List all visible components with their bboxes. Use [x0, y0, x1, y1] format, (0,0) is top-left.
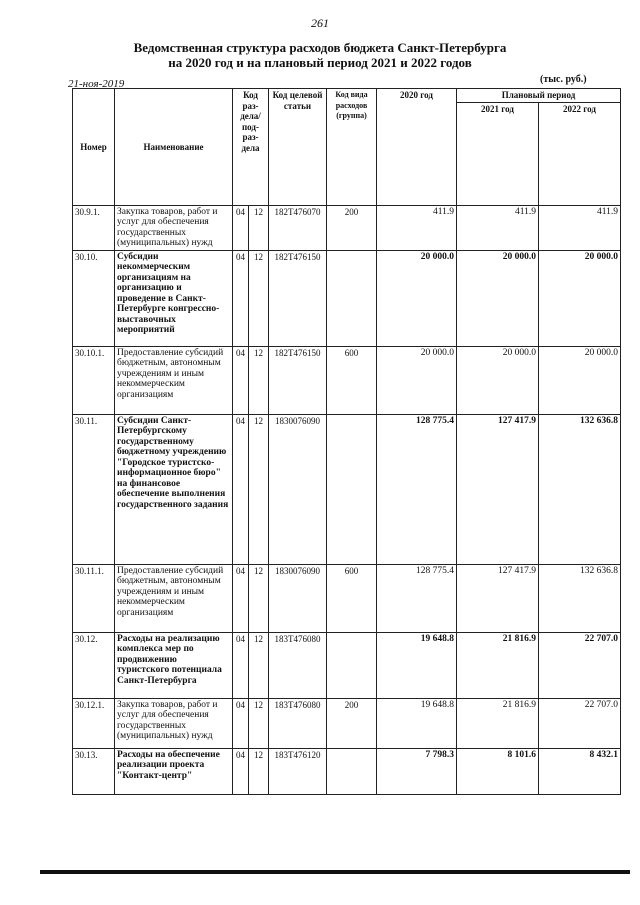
row-target-code: 183Т476080	[269, 632, 327, 698]
row-number: 30.12.1.	[73, 698, 115, 748]
row-section: 04	[233, 205, 249, 250]
row-value-2020: 20 000.0	[377, 346, 457, 414]
row-name: Предоставление субсидий бюджетным, автономным учреждениям и иным некоммерческим организациям	[115, 346, 233, 414]
row-target-code: 182Т476150	[269, 250, 327, 346]
row-section: 04	[233, 250, 249, 346]
row-type-code	[327, 632, 377, 698]
row-section: 04	[233, 346, 249, 414]
page-number: 261	[311, 16, 329, 30]
row-name: Расходы на реализацию комплекса мер по продвижению туристского потенциала Санкт-Петербурга	[115, 632, 233, 698]
document-title	[60, 40, 580, 70]
row-number: 30.11.1.	[73, 564, 115, 632]
row-value-2020: 19 648.8	[377, 698, 457, 748]
row-value-2022: 8 432.1	[539, 748, 621, 794]
row-section: 04	[233, 414, 249, 564]
row-type-code	[327, 414, 377, 564]
row-target-code: 183Т476120	[269, 748, 327, 794]
row-name: Закупка товаров, работ и услуг для обеспечения государственных (муниципальных) нужд	[115, 205, 233, 250]
row-value-2022: 22 707.0	[539, 698, 621, 748]
header-type: Код вида расходов (группа)	[327, 89, 377, 206]
row-name: Закупка товаров, работ и услуг для обеспечения государственных (муниципальных) нужд	[115, 698, 233, 748]
row-section: 04	[233, 632, 249, 698]
row-subsection: 12	[249, 250, 269, 346]
row-number: 30.10.1.	[73, 346, 115, 414]
row-number: 30.9.1.	[73, 205, 115, 250]
row-target-code: 182Т476150	[269, 346, 327, 414]
title-line-1: Ведомственная структура расходов бюджета Санкт-Петербурга	[133, 40, 507, 55]
row-value-2021: 8 101.6	[457, 748, 539, 794]
header-planned: Плановый период	[457, 89, 621, 103]
title-line-2: на 2020 год и на плановый период 2021 и 2022 годов	[168, 55, 472, 70]
table-row	[73, 414, 621, 564]
row-name: Субсидии Санкт-Петербургскому государственному бюджетному учреждению "Городское туристско-информационное бюро" на финансовое обеспечение выполнения государственного задания	[115, 414, 233, 564]
header-target: Код целевой статьи	[269, 89, 327, 206]
row-subsection: 12	[249, 632, 269, 698]
table-row	[73, 205, 621, 250]
row-type-code: 600	[327, 346, 377, 414]
row-type-code	[327, 748, 377, 794]
row-name: Предоставление субсидий бюджетным, автономным учреждениям и иным некоммерческим организациям	[115, 564, 233, 632]
row-value-2021: 21 816.9	[457, 698, 539, 748]
row-subsection: 12	[249, 698, 269, 748]
row-value-2020: 7 798.3	[377, 748, 457, 794]
header-2020: 2020 год	[377, 89, 457, 206]
row-value-2020: 411.9	[377, 205, 457, 250]
header-2021: 2021 год	[457, 102, 539, 205]
budget-table	[72, 88, 621, 795]
row-target-code: 182Т476070	[269, 205, 327, 250]
row-subsection: 12	[249, 748, 269, 794]
row-value-2021: 127 417.9	[457, 564, 539, 632]
row-number: 30.11.	[73, 414, 115, 564]
row-value-2020: 19 648.8	[377, 632, 457, 698]
table-row	[73, 250, 621, 346]
header-number: Номер	[73, 89, 115, 206]
row-value-2022: 132 636.8	[539, 564, 621, 632]
row-type-code: 600	[327, 564, 377, 632]
row-value-2022: 132 636.8	[539, 414, 621, 564]
row-subsection: 12	[249, 564, 269, 632]
table-row	[73, 632, 621, 698]
header-2022: 2022 год	[539, 102, 621, 205]
row-value-2020: 128 775.4	[377, 414, 457, 564]
row-target-code: 1830076090	[269, 564, 327, 632]
row-section: 04	[233, 564, 249, 632]
row-value-2020: 128 775.4	[377, 564, 457, 632]
row-subsection: 12	[249, 414, 269, 564]
row-target-code: 183Т476080	[269, 698, 327, 748]
row-type-code: 200	[327, 698, 377, 748]
row-value-2022: 20 000.0	[539, 346, 621, 414]
row-value-2021: 20 000.0	[457, 250, 539, 346]
row-subsection: 12	[249, 346, 269, 414]
row-value-2022: 411.9	[539, 205, 621, 250]
row-number: 30.12.	[73, 632, 115, 698]
row-number: 30.10.	[73, 250, 115, 346]
bottom-rule	[40, 870, 630, 874]
header-section: Код раз- дела/ под- раз- дела	[233, 89, 269, 206]
row-value-2021: 411.9	[457, 205, 539, 250]
row-value-2021: 127 417.9	[457, 414, 539, 564]
row-type-code: 200	[327, 205, 377, 250]
table-row	[73, 346, 621, 414]
row-value-2022: 22 707.0	[539, 632, 621, 698]
row-section: 04	[233, 748, 249, 794]
table-row	[73, 564, 621, 632]
document-date: 21-ноя-2019	[68, 78, 125, 90]
row-name: Расходы на обеспечение реализации проекта "Контакт-центр"	[115, 748, 233, 794]
header-name: Наименование	[115, 89, 233, 206]
row-value-2021: 20 000.0	[457, 346, 539, 414]
row-subsection: 12	[249, 205, 269, 250]
row-number: 30.13.	[73, 748, 115, 794]
table-row	[73, 698, 621, 748]
row-value-2020: 20 000.0	[377, 250, 457, 346]
row-name: Субсидии некоммерческим организациям на организацию и проведение в Санкт-Петербурге конгрессно-выставочных мероприятий	[115, 250, 233, 346]
row-type-code	[327, 250, 377, 346]
row-value-2021: 21 816.9	[457, 632, 539, 698]
row-section: 04	[233, 698, 249, 748]
row-value-2022: 20 000.0	[539, 250, 621, 346]
units-label: (тыс. руб.)	[540, 74, 587, 85]
table-row	[73, 748, 621, 794]
row-target-code: 1830076090	[269, 414, 327, 564]
